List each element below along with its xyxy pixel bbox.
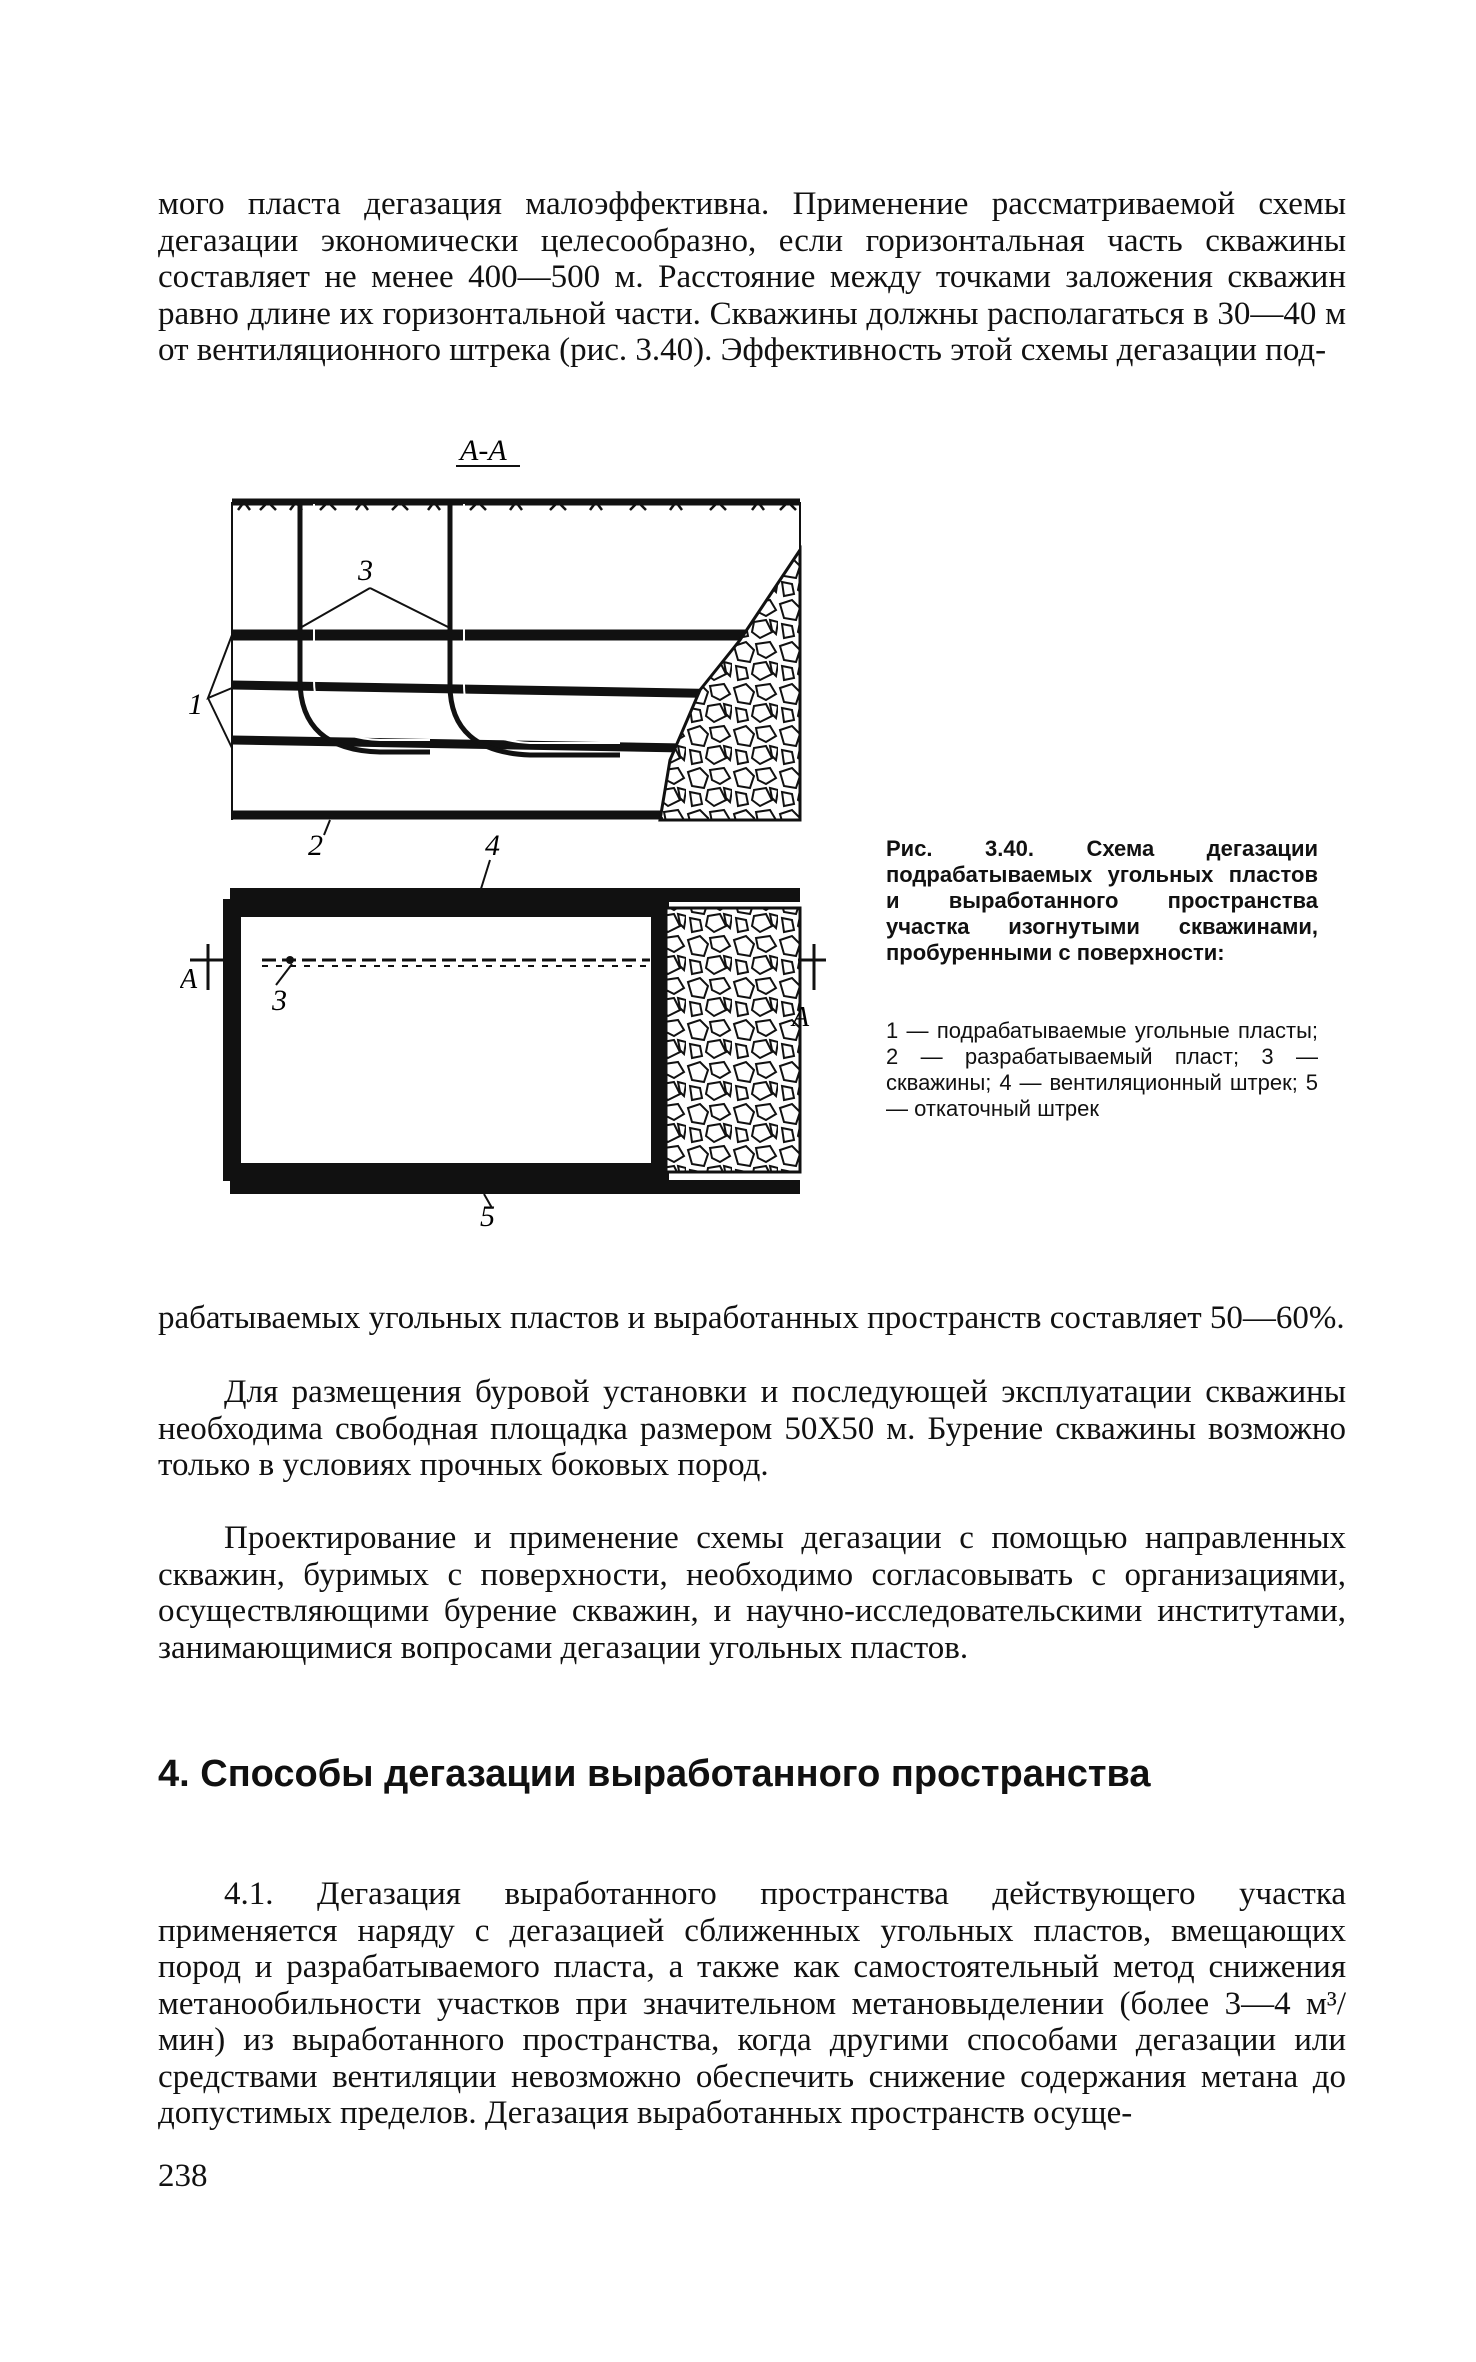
goaf-plan bbox=[666, 908, 800, 1172]
section-label: А-А bbox=[460, 434, 507, 467]
paragraph-after-figure: рабатываемых угольных пластов и выработанных пространств составляет 50—60%. bbox=[158, 1300, 1345, 1336]
haulage-drift bbox=[230, 1180, 800, 1194]
leader-4 bbox=[480, 860, 490, 892]
leader-3b bbox=[370, 588, 450, 628]
leader-3a bbox=[300, 588, 370, 628]
goaf-rubble bbox=[660, 550, 800, 820]
page-number: 238 bbox=[158, 2158, 208, 2194]
label-1: 1 bbox=[188, 688, 203, 721]
label-5: 5 bbox=[480, 1200, 495, 1230]
paragraph-2: Для размещения буровой установки и последующей эксплуатации скважины необходима свободная площадка размером 50Х50 м. Бурение скважины возможно только в условиях прочных боковых пород. bbox=[158, 1374, 1346, 1483]
section-letter-right: А bbox=[792, 1002, 810, 1033]
label-4: 4 bbox=[485, 829, 500, 862]
paragraph-3: Проектирование и применение схемы дегазации с помощью направленных скважин, буримых с поверхности, необходимо согласовывать с организациями, осуществляющими бурение скважин, и научно-исследовательскими институтами, занимающимися вопросами дегазации угольных пластов. bbox=[158, 1520, 1346, 1666]
paragraph-4: 4.1. Дегазация выработанного пространства действующего участка применяется наряду с дегазацией сближенных угольных пластов, вмещающих пород и разрабатываемого пласта, а также как самостоятельный метод снижения метанообильности участков при значительном метановыделении (более 3—4 м³/мин) из выработанного пространства, когда другими способами дегазации или средствами вентиляции невозможно обеспечить снижение содержания метана до допустимых пределов. Дегазация выработанных пространств осуще- bbox=[158, 1876, 1346, 2131]
leader-2 bbox=[324, 820, 330, 835]
borehole-point bbox=[286, 956, 294, 964]
panel-frame bbox=[232, 908, 660, 1172]
label-3-top: 3 bbox=[358, 554, 373, 587]
label-2: 2 bbox=[308, 829, 323, 862]
borehole-1-inner bbox=[314, 504, 430, 740]
figure-legend: 1 — подрабатываемые угольные пласты; 2 — разрабатываемый пласт; 3 — скважины; 4 — вентиляционный штрек; 5 — откаточный штрек bbox=[886, 1018, 1318, 1121]
borehole-1 bbox=[300, 504, 430, 752]
leader-1 bbox=[208, 635, 232, 748]
label-3-plan: 3 bbox=[272, 984, 287, 1017]
figure-diagram bbox=[180, 430, 830, 1230]
borehole-2-inner bbox=[464, 504, 620, 743]
section-heading: 4. Способы дегазации выработанного пространства bbox=[158, 1753, 1151, 1795]
section-letter-left: А bbox=[180, 964, 198, 995]
figure-caption: Рис. 3.40. Схема дегазации подрабатываемых угольных пластов и выработанного пространства участка изогнутыми скважинами, пробуренными с поверхности: bbox=[886, 836, 1318, 965]
paragraph-top: мого пласта дегазация малоэффективна. Применение рассматриваемой схемы дегазации экономически целесообразно, если горизонтальная часть скважины составляет не менее 400—500 м. Расстояние между точками заложения скважин равно длине их горизонтальной части. Скважины должны располагаться в 30—40 м от вентиляционного штрека (рис. 3.40). Эффективность этой схемы дегазации под- bbox=[158, 186, 1346, 368]
